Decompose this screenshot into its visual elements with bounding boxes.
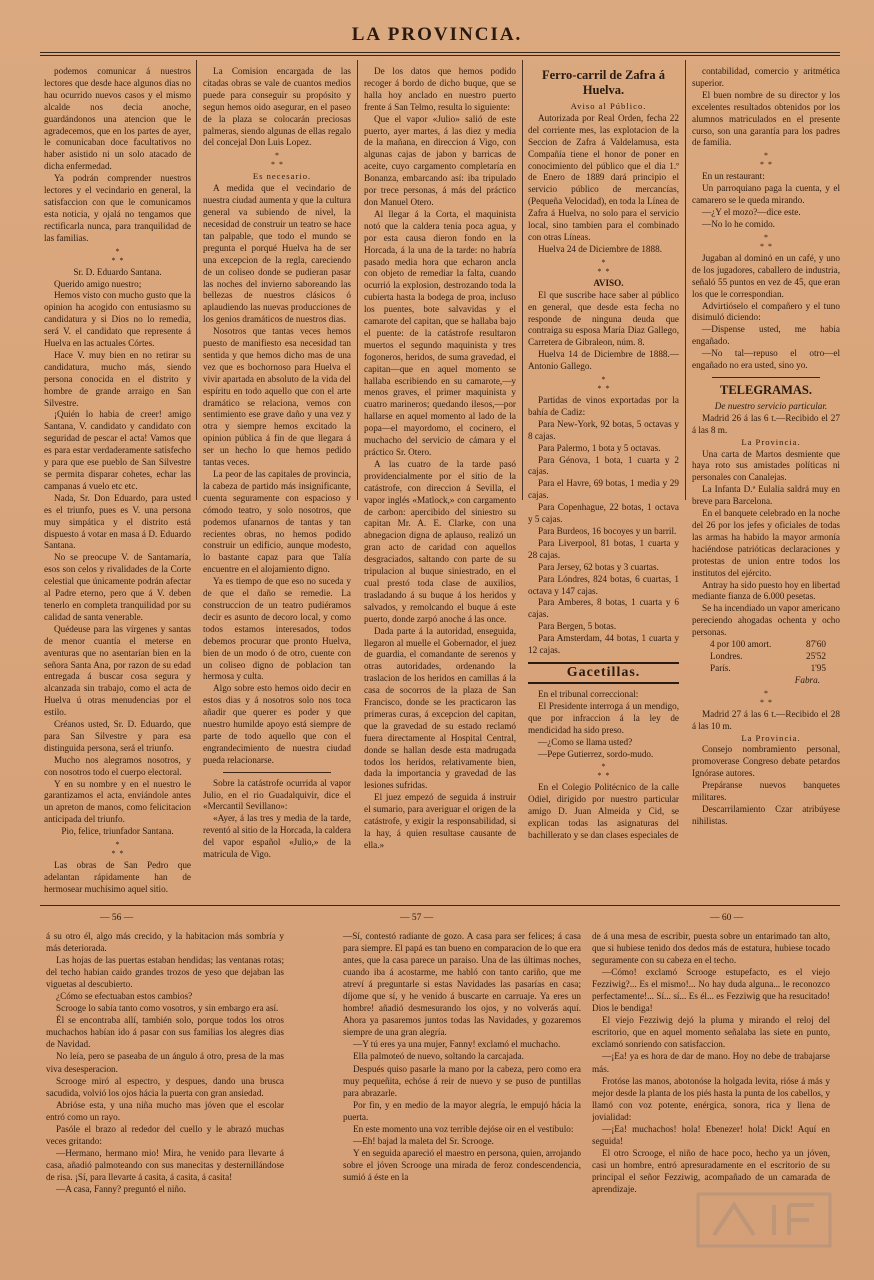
rate-label: París. xyxy=(710,662,731,673)
column-5 xyxy=(692,66,840,906)
column-rule xyxy=(522,60,523,500)
column-rule xyxy=(196,60,197,500)
paragraph: En este momento una voz terrible dejóse oir en el vestíbulo: xyxy=(353,1123,574,1134)
rate-value: 1'95 xyxy=(810,662,826,673)
paragraph: Hemos visto con mucho gusto que la opinion ha acogido con entusiasmo su candidatura y si Dios no lo remedia, será V. el candidato que represente á Huelva en las actuales Córtes. xyxy=(44,290,191,349)
paragraph: —¡Ea! ya es hora de dar de mano. Hoy no debe de trabajarse más. xyxy=(592,1051,830,1074)
rate-label: Londres. xyxy=(710,650,743,661)
paragraph: Algo sobre esto hemos oido decir en estos dias y á nosotros solo nos toca añadir que querer es poder y que nuestro humilde apoyo está siempre de parte de todo aquello que con el engrandecimiento de nuestra ciudad pueda relacionarse. xyxy=(203,683,351,765)
paragraph: En el Colegio Politécnico de la calle Odiel, dirigido por nuestro particular amigo D. Juan Almeida y Cid, se explican todas las asignaturas del bachillerato y se dan clases especiales de xyxy=(528,782,679,841)
paragraph: Scrooge miró al espectro, y despues, dando una brusca sacudida, volvió los ojos hácia la puerta con gran ansiedad. xyxy=(46,1075,284,1098)
column-rule xyxy=(685,60,686,500)
export-line: Para Liverpool, 81 botas, 1 cuarta y 28 cajas. xyxy=(528,537,679,560)
column-4 xyxy=(528,66,679,906)
paragraph: La Comision encargada de las citadas obras se vale de cuantos medios puede para conseguir su propósito y segun hemos oido asegurar, en el paseo de la plaza se colocarán preciosas palmeras, siendo algunas de ellas regalo del concejal Don Luis Lopez. xyxy=(203,66,351,148)
telegram-item: La Infanta D.ª Eulalia saldrá muy en breve para Barcelona. xyxy=(692,484,840,507)
paragraph: El que suscribe hace saber al público en general, que desde esta fecha no responde de ninguna deuda que contraiga su esposa María Diaz Gallego, Carretera de Gibraleon, núm. 8. xyxy=(528,289,679,348)
paragraph: El viejo Fezziwig dejó la pluma y mirando el reloj del escritorio, que en aquel momento señalaba las siete en punto, exclamó sonriendo con satisfaccion. xyxy=(592,1015,830,1050)
export-line: Para Génova, 1 bota, 1 cuarta y 2 cajas. xyxy=(528,454,679,477)
paragraph: A medida que el vecindario de nuestra ciudad aumenta y que la cultura general va subiendo de nivel, la necesidad de construir un teatro se hace tan palpable, que todo el mundo se pregunta el porqué Huelva ha de ser una excepcion de la regla, careciendo de un coliseo donde se pudieran pasar las noches del invierno saboreando las bellezas de nuestros clásicos ó aplaudiendo las nuevas producciones de los genios dramáticos de nuestros dias. xyxy=(203,183,351,325)
paragraph: —No lo he comido. xyxy=(702,218,775,229)
date-line: Huelva 24 de Diciembre de 1888. xyxy=(538,243,662,254)
paragraph: En el tribunal correccional: xyxy=(538,688,639,699)
paragraph: Ya podrán comprender nuestros lectores y el vecindario en general, la satisfaccion con que le comunicamos esta noticia, y ojalá no tengamos que rectificarla nunca, para tranquilidad de las familias. xyxy=(44,173,191,243)
export-line: Para Amsterdam, 44 botas, 1 cuarta y 12 cajas. xyxy=(528,633,679,656)
rate-value: 25'52 xyxy=(805,650,826,661)
section-heading: Es necesario. xyxy=(252,171,312,182)
column-rule xyxy=(357,60,358,500)
paragraph: Frotóse las manos, abotonóse la holgada levita, rióse á más y mejor desde la planta de los piés hasta la punta de los cabellos, y llamó con voz potente, enérgica, sonora, rica y llena de jovialidad: xyxy=(592,1075,830,1122)
divider xyxy=(712,377,820,378)
paragraph: Abrióse esta, y una niña mucho mas jóven que el escolar entró como un rayo. xyxy=(46,1099,284,1122)
section-rule xyxy=(40,905,840,906)
export-line: Para Bergen, 5 botas. xyxy=(538,621,617,632)
paragraph: No se preocupe V. de Santamaría, esos son celos y rivalidades de la Corte celestial que únicamente podrán afectar al Padre eterno, pero que á V. deben tenerlo en completa tranquilidad por su calidad de santa venerable. xyxy=(44,552,191,622)
paragraph: Sr. D. Eduardo Santana. xyxy=(73,266,162,277)
paragraph: Pio, felice, triunfador Santana. xyxy=(61,826,174,837)
paragraph: Jugaban al dominó en un café, y uno de los jugadores, caballero de industria, señaló 55 puntos en vez de 45, que eran los que le correspondian. xyxy=(692,252,840,299)
subheading: De nuestro servicio particular. xyxy=(714,400,828,411)
paragraph: Que el vapor «Julio» salió de este puerto, ayer martes, á las diez y media de la mañana, en direccion á Vigo, con algunas cajas de jabon y barricas de aceite, cuyo cargamento completaría en Bonanza, embarcando así: iba tripulado por trece personas, á más del práctico don Manuel Otero. xyxy=(364,113,516,207)
date-line: Huelva 14 de Diciembre de 1888.—Antonio Gallego. xyxy=(528,349,679,372)
stars-separator: * * * xyxy=(271,151,283,170)
signature: La Provincia. xyxy=(741,732,801,743)
signature: La Provincia. xyxy=(741,436,801,447)
export-line: Para Palermo, 1 bota y 5 octavas. xyxy=(538,442,661,453)
column-1 xyxy=(44,66,191,906)
table-row xyxy=(692,639,840,651)
page-number-middle: — 57 — xyxy=(400,913,434,923)
paragraph: ¡Quién lo habia de creer! amigo Santana, V. candidato y candidato con seguridad de pescar el acta! Vamos que es para estar verdaderamente satisfecho y para que ese pueblo de San Silvestre se permita disparar cohetes, echar las campanas á vuelo etc etc. xyxy=(44,409,191,491)
paragraph: El buen nombre de su director y los excelentes resultados obtenidos por los alumnos matriculados en el presente curso, son una garantía para los padres de familia. xyxy=(692,89,840,148)
paragraph: «Ayer, á las tres y media de la tarde, reventó al sitio de la Horcada, la caldera del vapor español «Julio,» de la matricula de Vigo. xyxy=(203,813,351,860)
telegram-header: Madrid 27 á las 6 t.—Recibido el 28 á las 10 m. xyxy=(692,708,840,731)
paragraph: Después quiso pasarle la mano por la cabeza, pero como era muy pequeñita, echóse á reir de nuevo y se puso de puntillas para abrazarle. xyxy=(343,1063,581,1098)
stars-separator: * * * xyxy=(597,257,610,276)
page-number-right: — 60 — xyxy=(710,913,744,923)
stars-separator: * * * xyxy=(111,246,124,265)
notice-heading: AVISO. xyxy=(593,277,624,288)
paragraph: A las cuatro de la tarde pasó providencialmente por el sitio de la catástrofe, con direccion á Sevilla, el vapor inglés «Matlock,» con cargamento de carbon: apercibido del siniestro su capitan Mr. A. E. Clarke, con una abnegacion digna de aplauso, realizó un gran acto de caridad con aquellos desgraciados, saltando con parte de su tripulacion al buque siniestrado, en el cual prestó toda clase de auxilios, trasladando á su buque á los heridos y salvados, y remolcando el buque á este puerto, donde zarpó anoche á las once. xyxy=(364,458,516,624)
book-column-2 xyxy=(343,930,581,1260)
telegram-item: Consejo nombramiento personal, promoverase Congreso debate petardos Ignórase autores. xyxy=(692,744,840,779)
watermark-seal-icon xyxy=(694,1190,834,1250)
telegram-item: En el banquete celebrado en la noche del 26 por los jefes y oficiales de todas las armas ha habido la mayor armonía haciéndose patrióticas declaraciones y protestas de union entre todos los institutos del ejército. xyxy=(692,508,840,578)
paragraph: La peor de las capitales de provincia, la cabeza de partido más insignificante, cuenta seguramente con espacioso y cómodo teatro, y solo nosotros, que podemos ufanarnos de tantas y tan recientes obras, no hemos podido construir un edificio, aunque modesto, lo bastante capaz para que Talía encuentre en el alojamiento digno. xyxy=(203,469,351,575)
telegram-item: Descarrilamiento Czar atribúyese nihilistas. xyxy=(692,803,840,826)
paragraph: Ella palmoteó de nuevo, soltando la carcajada. xyxy=(353,1051,524,1062)
masthead: LA PROVINCIA. xyxy=(351,24,523,45)
export-line: Para Lóndres, 824 botas, 6 cuartas, 1 octava y 147 cajas. xyxy=(528,573,679,596)
paragraph: Ya es tiempo de que eso no suceda y de que el daño se remedie. La construccion de un teatro pudiéramos decir es asunto de decoro local, y como todos estamos interesados, todos debemos procurar que pronto Huelva, bien de un modo ó de otro, cuente con un coliseo digno de poblacion tan hermosa y culta. xyxy=(203,576,351,682)
paragraph: Nosotros que tantas veces hemos puesto de manifiesto esa necesidad tan sentida y que hemos dicho mas de una vez que es bochornoso para Huelva el vivir apartada en absoluto de la vida del espíritu en todo aquello que con el arte dramático se relaciona, vemos con sentimiento ese grave daño y una vez y otra y siempre hemos excitado la opinion pública á fin de que llegara á ser un hecho lo que hemos pedido tantas veces. xyxy=(203,326,351,468)
paragraph: No leía, pero se paseaba de un ángulo á otro, presa de la mas viva desesperacion. xyxy=(46,1051,284,1074)
column-2 xyxy=(203,66,351,906)
telegram-header: Madrid 26 á las 6 t.—Recibido el 27 á las 8 m. xyxy=(692,412,840,435)
paragraph: Advirtióselo el compañero y el tuno disimuló diciendo: xyxy=(692,300,840,323)
masthead-rule-2 xyxy=(40,55,840,56)
stars-separator: * * * xyxy=(760,688,772,707)
rate-value: 87'60 xyxy=(805,639,826,650)
paragraph: —¡Ea! muchachos! hola! Ebenezer! hola! Dick! Aquí en seguida! xyxy=(592,1123,830,1146)
paragraph: Sobre la catástrofe ocurrida al vapor Julio, en el rio Guadalquivir, dice el «Mercantil Sevillano»: xyxy=(203,777,351,812)
paragraph: De los datos que hemos podido recoger á bordo de dicho buque, que se halla hoy anclado en nuestro puerto frente á San Telmo, resulta lo siguiente: xyxy=(364,66,516,112)
paragraph: Querido amigo nuestro; xyxy=(54,278,142,289)
rate-label: 4 por 100 amort. xyxy=(710,639,772,650)
paragraph: podemos comunicar á nuestros lectores que desde hace algunos dias no hau ocurrido nuevos casos y el mismo alcalde nos decia anoche, guardándonos una atencion que le agradecemos, que en los partes de ayer, le comunicaban doce facultativos no haber asistido ni un solo atacado de dicha enfermedad. xyxy=(44,66,191,172)
telegram-item: Antray ha sido puesto hoy en libertad mediante fianza de 6.000 pesetas. xyxy=(692,579,840,602)
telegram-item: Prepáranse nuevos banquetes militares. xyxy=(692,780,840,803)
paragraph: —Cómo! exclamó Scrooge estupefacto, es el viejo Fezziwig?... Es el mismo!... No hay duda alguna... le reconozco perfectamente!... Sí... sí... Es él... es Fezziwig que ha resucitado! Dios le bendiga! xyxy=(592,967,830,1014)
paragraph: Las hojas de las puertas estaban hendidas; las ventanas rotas; del techo habian caido grandes trozos de yeso que dejaban las viguetas al descubierto. xyxy=(46,955,284,990)
paragraph: —Eh! bajad la maleta del Sr. Scrooge. xyxy=(353,1135,494,1146)
telegram-item: Se ha incendiado un vapor americano pereciendo ahogadas ochenta y ocho personas. xyxy=(692,603,840,638)
stars-separator: * * * xyxy=(760,151,772,170)
stars-separator: * * * xyxy=(597,375,610,394)
telegram-item: Una carta de Martos desmiente que haya roto sus amistades políticas ni personales con Canalejas. xyxy=(692,448,840,483)
paragraph: contabilidad, comercio y aritmética superior. xyxy=(692,66,840,88)
paragraph: Mucho nos alegramos nosotros, y con nosotros todo el cuerpo electoral. xyxy=(44,754,191,777)
divider xyxy=(223,772,331,773)
paragraph: Y en seguida apareció el maestro en persona, quien, arrojando sobre el jóven Scrooge una mirada de feroz condescendencia, sumió á éste en la xyxy=(343,1147,581,1182)
column-3 xyxy=(364,66,516,906)
paragraph: Créanos usted, Sr. D. Eduardo, que para San Silvestre y para esa distinguida persona, será el triunfo. xyxy=(44,719,191,753)
paragraph: á su otro él, algo más crecido, y la habitacion más sombría y más deteriorada. xyxy=(46,931,284,954)
paragraph: —Hermano, hermano mio! Mira, he venido para llevarte á casa, añadió palmoteando con sus manecitas y desternillándose de risa. ¡Sí, para llevarte á casita, á casita, á casita! xyxy=(46,1147,284,1182)
paragraph: —Dispense usted, me habia engañado. xyxy=(692,324,840,347)
paragraph: Dada parte á la autoridad, enseguida, llegaron al muelle el Gobernador, el juez de guardia, el comandante de serenos y otras autoridades, ordenando la traslacion de los heridos en camillas á la casa de socorros de la plaza de San Francisco, donde se les practicaron las primeras curas, á excepcion del capitan, que la gravedad de su estado reclamó fuera directamente al Hospital Central, donde se hallan desde esta madrugada todos los heridos, relativamente bien, dada la importancia y gravedad de las lesiones sufridas. xyxy=(364,625,516,791)
stars-separator: * * * xyxy=(597,762,610,781)
book-column-1 xyxy=(46,930,284,1260)
paragraph: —Sí, contestó radiante de gozo. A casa para ser felices; á casa para siempre. El papá es tan bueno en comparacion de lo que era antes, que la casa parece un paraiso. Una de las últimas noches, cuando iba á acostarme, me habló con tanto cariño, que me atreví á preguntarle si estas Navidades las pasarías en casa; díjome que sí, y he venido á buscarte en carruaje. Ya eres un hombre! añadió desmesurando los ojos, y no volverás aquí. Ahora ya pasaremos juntos todas las Navidades, y gozaremos siempre de una gran alegría. xyxy=(343,931,581,1038)
paragraph: En un restaurant: xyxy=(702,171,765,182)
stars-separator: * * * xyxy=(111,840,124,859)
paragraph: Hace V. muy bien en no retirar su candidatura, mucho más, siendo persona conocida en el distrito y hombre de grande arraigo en San Silvestre. xyxy=(44,349,191,408)
export-line: Para Jersey, 62 botas y 3 cuartas. xyxy=(538,561,659,572)
export-line: Para Amberes, 8 botas, 1 cuarta y 6 cajas. xyxy=(528,597,679,620)
exchange-table xyxy=(692,639,840,675)
paragraph: —No tal—repuso el otro—el engañado no era usted, sino yo. xyxy=(692,348,840,371)
paragraph: Y en su nombre y en el nuestro le garantizamos el acta, enviándole antes un apreton de manos, como felicitacion anticipada del triunfo. xyxy=(44,778,191,825)
notice-heading: Aviso al Público. xyxy=(570,101,647,111)
paragraph: Por fin, y en medio de la mayor alegría, le empujó hácia la puerta. xyxy=(343,1099,581,1122)
paragraph: Autorizada por Real Orden, fecha 22 del corriente mes, las explotacion de la Seccion de Zafra á Valdelamusa, esta Compañía tiene el honor de poner en conocimiento del público que el dia 1.º de Enero de 1889 dará principio el servicio público de mercancías, (Pequeña Velocidad), en toda la Línea de Zafra á Huelva, no solo para el servicio local, sino tambien para el combinado con otras Líneas. xyxy=(528,112,679,242)
masthead-rule xyxy=(40,52,840,53)
paragraph: El otro Scrooge, el niño de hace poco, hecho ya un jóven, casi un hombre, entró apresuradamente en el escritorio de su principal el señor Fezziwig, acompañado de un camarada de aprendizaje. xyxy=(592,1147,830,1194)
stars-separator: * * * xyxy=(760,232,772,251)
section-heading: Gacetillas. xyxy=(528,662,679,684)
export-line: Para Copenhague, 22 botas, 1 octava y 5 cajas. xyxy=(528,502,679,525)
export-line: Para Burdeos, 16 bocoyes y un barril. xyxy=(538,526,677,536)
table-row xyxy=(692,651,840,663)
paragraph: —¿Y el mozo?—dice este. xyxy=(702,207,801,218)
paragraph: Las obras de San Pedro que adelantan rápidamente han de hermosear muchísimo aquel sitio. xyxy=(44,860,191,894)
paragraph: ¿Cómo se efectuaban estos cambios? xyxy=(56,991,193,1002)
paragraph: El Presidente interroga á un mendigo, que por infraccion á la ley de mendicidad ha sido preso. xyxy=(528,700,679,735)
export-line: Para New-York, 92 botas, 5 octavas y 8 cajas. xyxy=(528,418,679,441)
paragraph: —Y tú eres ya una mujer, Fanny! exclamó el muchacho. xyxy=(353,1039,561,1050)
paragraph: Un parroquiano paga la cuenta, y el camarero se le queda mirando. xyxy=(692,183,840,206)
paragraph: Partidas de vinos exportadas por la bahía de Cadiz: xyxy=(528,395,679,417)
paragraph: Pasóle el brazo al rededor del cuello y le abrazó muchas veces gritando: xyxy=(46,1123,284,1146)
paragraph: —¿Como se llama usted? xyxy=(538,736,633,747)
paragraph: de á una mesa de escribir, puesta sobre un entarimado tan alto, que si hubiese tenido dos dedos más de estatura, hubiese tocado seguramente con su cabeza en el techo. xyxy=(592,931,830,966)
paragraph: Nada, Sr. Don Eduardo, para usted es el triunfo, pues es V. una persona muy simpática y el distrito está dispuesto á votar en masa á D. Eduardo Santana. xyxy=(44,492,191,551)
paragraph: Scrooge lo sabía tanto como vosotros, y sin embargo era así. xyxy=(56,1003,279,1014)
paragraph: Quédeuse para las vírgenes y santas de menor cuantía el meterse en aventuras que no asentarían bien en la señora Santa Ana, por razon de su edad entregada á buscar cosa segura y alcanzada sin trabajo, como el acta de Huelva ú otras menudencias por el estilo. xyxy=(44,623,191,718)
signature: Fabra. xyxy=(794,674,820,685)
page-number-left: — 56 — xyxy=(100,913,134,923)
paragraph: Él se encontraba allí, también solo, porque todos los otros muchachos habían ido á pasar con sus familias los alegres dias de Navidad. xyxy=(46,1015,284,1050)
export-line: Para el Havre, 69 botas, 1 media y 29 cajas. xyxy=(528,478,679,501)
paragraph: —A casa, Fanny? preguntó el niño. xyxy=(56,1183,186,1194)
paragraph: Al llegar á la Corta, el maquinista notó que la caldera tenia poca agua, y por esta causa dieron fondo en la Horcada, á la una de la tarde: no habría pasado media hora que echaron ancla con objeto de remediar la falta, cuando ocurrió la explosion, destrozando toda la cubierta hasta la bodega de proa, incluso los puentes, bote salvavidas y el camarote del capitan, que se hallaba bajo el puente: de la catástrofe resultaron muertos el segundo maquinista y tres fogoneros, heridos, de suma gravedad, el capitan—que en aquel momento se hallaba escribiendo en su camarote,—y menos graves, el primer maquinista y cuatro marineros; quedando ilesos,—por hallarse en aquel momento al lado de la popa—el mayordomo, el cocinero, el muchacho del servicio de cámara y el práctico Sr. Otero. xyxy=(364,208,516,457)
section-heading: Ferro-carril de Zafra á Huelva. xyxy=(542,68,665,97)
table-row xyxy=(692,663,840,675)
paragraph: El juez empezó de seguida á instruir el sumario, para averiguar el origen de la catástrofe, y exigir la responsabilidad, si la hay, á quien resultase causante de ella.» xyxy=(364,792,516,850)
section-heading: TELEGRAMAS. xyxy=(719,382,813,397)
paragraph: —Pepe Gutierrez, sordo-mudo. xyxy=(538,748,654,759)
